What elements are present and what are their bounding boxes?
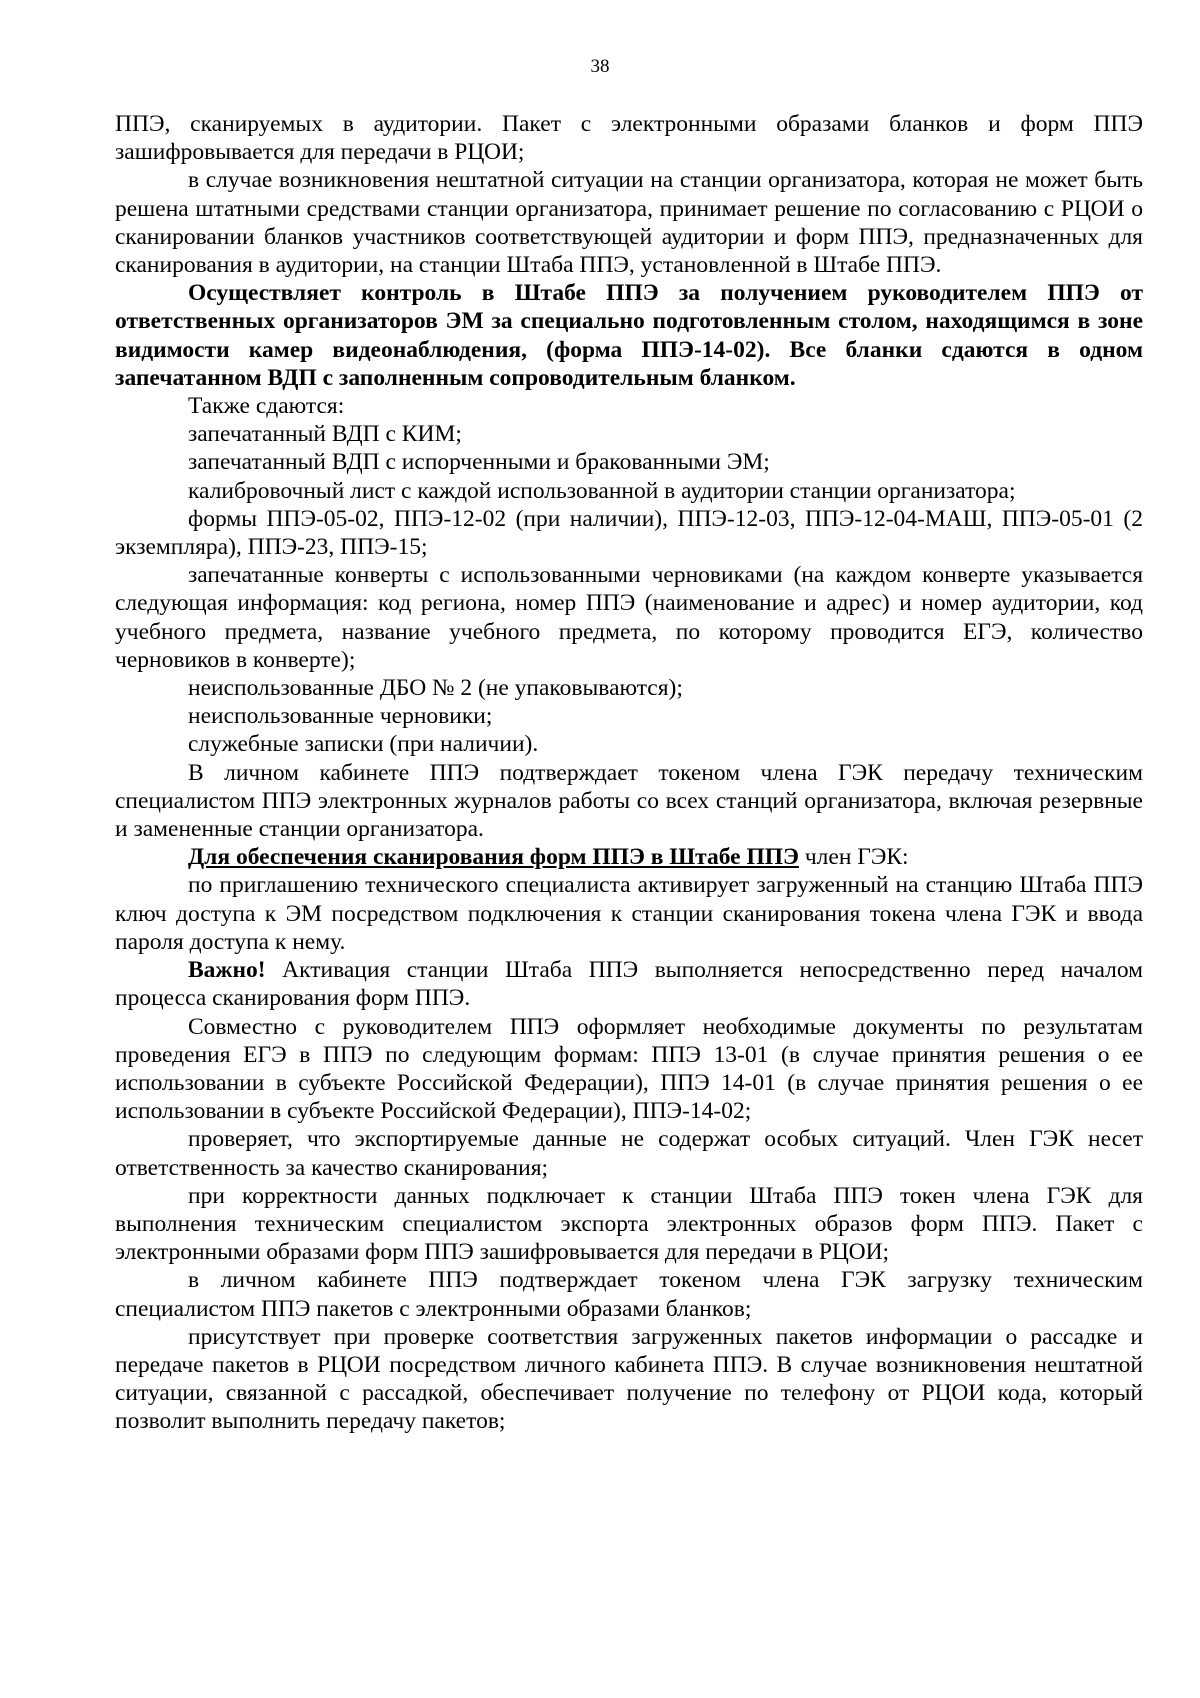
paragraph: ППЭ, сканируемых в аудитории. Пакет с электронными образами бланков и форм ППЭ зашифровывается для передачи в РЦОИ; <box>115 111 1143 166</box>
list-item: неиспользованные черновики; <box>188 703 493 730</box>
paragraph: в личном кабинете ППЭ подтверждает токеном члена ГЭК загрузку техническим специалистом ППЭ пакетов с электронными образами бланков; <box>115 1267 1143 1322</box>
list-item: запечатанный ВДП с КИМ; <box>188 421 462 448</box>
paragraph: присутствует при проверке соответствия загруженных пакетов информации о рассадке и передаче пакетов в РЦОИ посредством личного кабинета ППЭ. В случае возникновения нештатной ситуации, связанной с рассадкой, обеспечивает получение по телефону от РЦОИ кода, который позволит выполнить передачу пакетов; <box>115 1323 1143 1435</box>
paragraph: В личном кабинете ППЭ подтверждает токеном члена ГЭК передачу техническим специалистом ППЭ электронных журналов работы со всех станций организатора, включая резервные и замененные станции организатора. <box>115 759 1143 843</box>
section-heading-rest: член ГЭК: <box>798 844 909 871</box>
note-paragraph <box>115 956 1143 1012</box>
paragraph: Также сдаются: <box>188 393 345 420</box>
list-item: неиспользованные ДБО № 2 (не упаковываются); <box>188 675 683 702</box>
paragraph: проверяет, что экспортируемые данные не содержат особых ситуаций. Член ГЭК несет ответственность за качество сканирования; <box>115 1126 1143 1181</box>
list-item: калибровочный лист с каждой использованной в аудитории станции организатора; <box>188 477 1016 504</box>
document-body <box>115 110 1143 1436</box>
paragraph: при корректности данных подключает к станции Штаба ППЭ токен члена ГЭК для выполнения техническим специалистом экспорта электронных образов форм ППЭ. Пакет с электронными образами форм ППЭ зашифровывается для передачи в РЦОИ; <box>115 1182 1143 1266</box>
section-heading-paragraph <box>115 843 1143 871</box>
paragraph: Совместно с руководителем ППЭ оформляет необходимые документы по результатам проведения ЕГЭ в ППЭ по следующим формам: ППЭ 13-01 (в случае принятия решения о ее использовании в субъекте Российской Федерации), ППЭ 14-01 (в случае принятия решения о ее использовании в субъекте Российской Федерации), ППЭ-14-02; <box>115 1013 1143 1125</box>
list-item: формы ППЭ-05-02, ППЭ-12-02 (при наличии), ППЭ-12-03, ППЭ-12-04-МАШ, ППЭ-05-01 (2 экземпляра), ППЭ-23, ППЭ-15; <box>115 505 1143 561</box>
bold-paragraph: Осуществляет контроль в Штабе ППЭ за получением руководителем ППЭ от ответственных организаторов ЭМ за специально подготовленным столом, находящимся в зоне видимости камер видеонаблюдения, (форма ППЭ-14-02). Все бланки сдаются в одном запечатанном ВДП с заполненным сопроводительным бланком. <box>115 280 1143 391</box>
paragraph: в случае возникновения нештатной ситуации на станции организатора, которая не может быть решена штатными средствами станции организатора, принимает решение по согласованию с РЦОИ о сканировании бланков участников соответствующей аудитории и форм ППЭ, предназначенных для сканирования в аудитории, на станции Штаба ППЭ, установленной в Штабе ППЭ. <box>115 167 1143 279</box>
list-item: запечатанные конверты с использованными черновиками (на каждом конверте указывается следующая информация: код региона, номер ППЭ (наименование и адрес) и номер аудитории, код учебного предмета, название учебного предмета, по которому проводится ЕГЭ, количество черновиков в конверте); <box>115 562 1143 673</box>
section-heading: Для обеспечения сканирования форм ППЭ в Штабе ППЭ <box>188 844 799 871</box>
page-number: 38 <box>590 56 610 77</box>
paragraph: по приглашению технического специалиста активирует загруженный на станцию Штаба ППЭ ключ доступа к ЭМ посредством подключения к станции сканирования токена члена ГЭК и ввода пароля доступа к нему. <box>115 872 1143 955</box>
note-text: Активация станции Штаба ППЭ выполняется непосредственно перед началом процесса сканирования форм ППЭ. <box>115 957 1143 1012</box>
list-item: служебные записки (при наличии). <box>188 731 539 758</box>
list-item: запечатанный ВДП с испорченными и бракованными ЭМ; <box>188 449 770 476</box>
important-label: Важно! <box>188 957 266 984</box>
